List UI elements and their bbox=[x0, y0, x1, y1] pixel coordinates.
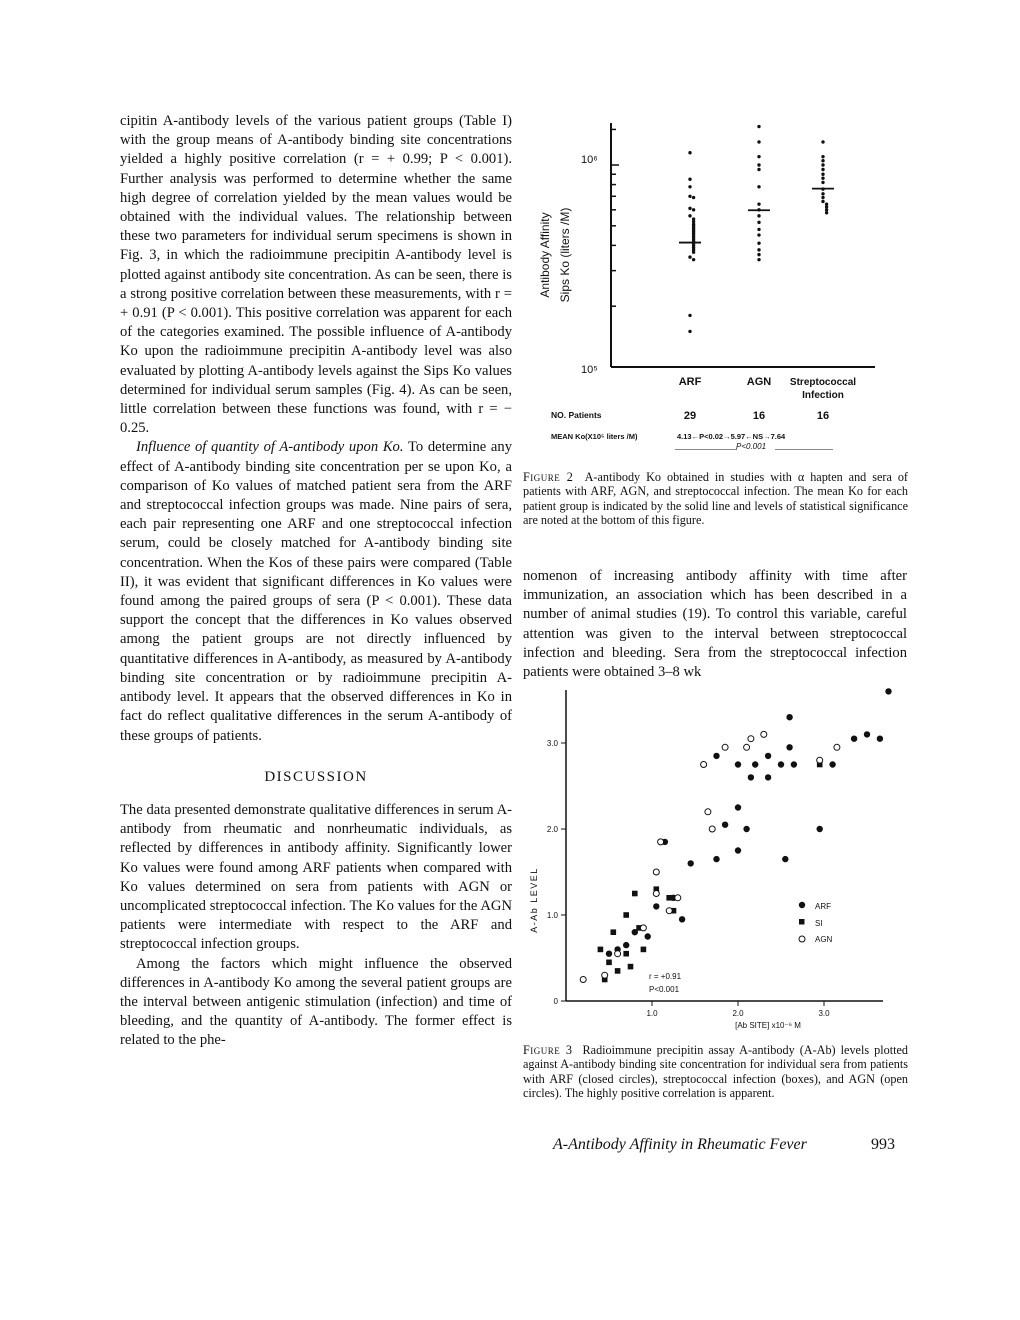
fig3-legend-agn-marker bbox=[799, 936, 805, 942]
fig3-point-agn bbox=[658, 839, 664, 845]
paragraph-2 bbox=[120, 438, 512, 745]
fig2-point-streptococcal-infection bbox=[821, 192, 824, 195]
fig3-point-arf bbox=[722, 822, 728, 828]
fig3-point-agn bbox=[675, 895, 681, 901]
fig3-point-agn bbox=[834, 744, 840, 750]
fig2-point-streptococcal-infection bbox=[821, 200, 824, 203]
fig3-point-agn bbox=[722, 744, 728, 750]
fig2-point-streptococcal-infection bbox=[825, 208, 828, 211]
fig2-data-points bbox=[679, 125, 834, 333]
figure-3-caption bbox=[523, 1043, 908, 1101]
fig3-point-arf bbox=[735, 761, 741, 767]
fig2-point-streptococcal-infection bbox=[821, 155, 824, 158]
fig2-point-agn bbox=[757, 214, 760, 217]
fig3-point-agn bbox=[748, 736, 754, 742]
fig3-point-arf bbox=[791, 761, 797, 767]
fig3-x-tick-label: 1.0 bbox=[646, 1009, 658, 1018]
fig3-point-arf bbox=[782, 856, 788, 862]
fig3-point-si bbox=[623, 951, 629, 957]
fig3-legend-agn: AGN bbox=[815, 935, 833, 944]
fig2-point-streptococcal-infection bbox=[825, 211, 828, 214]
fig2-point-agn bbox=[757, 185, 760, 188]
fig2-point-streptococcal-infection bbox=[821, 177, 824, 180]
fig3-point-si bbox=[628, 964, 634, 970]
fig2-point-streptococcal-infection bbox=[821, 173, 824, 176]
paragraph-3: The data presented demonstrate qualitative differences in serum A-antibody from rheumatic and nonrheumatic individuals, as reflected by differences in antibody affinity. Significantly lower Ko values were found among ARF patients when compared with Ko values determined on sera from patients with AGN or uncomplicated streptococcal infection. The Ko values for the AGN patients were intermediate with respect to the ARF and streptococcal infection groups. bbox=[120, 801, 512, 953]
fig3-point-agn bbox=[580, 977, 586, 983]
fig3-point-si bbox=[623, 912, 629, 918]
fig3-x-tick-label: 3.0 bbox=[818, 1009, 830, 1018]
fig2-point-agn bbox=[757, 248, 760, 251]
fig3-point-arf bbox=[829, 761, 835, 767]
fig3-p-value: P<0.001 bbox=[649, 985, 680, 994]
fig3-legend-si-marker bbox=[799, 919, 805, 925]
fig3-point-arf bbox=[748, 774, 754, 780]
fig3-point-agn bbox=[653, 891, 659, 897]
fig2-point-agn bbox=[757, 228, 760, 231]
fig2-point-streptococcal-infection bbox=[821, 181, 824, 184]
fig2-point-arf bbox=[688, 151, 691, 154]
fig3-point-agn bbox=[705, 809, 711, 815]
fig2-mean-label: MEAN Ko(X10⁵ liters /M) bbox=[551, 432, 638, 441]
fig2-point-streptococcal-infection bbox=[821, 168, 824, 171]
fig3-point-arf bbox=[864, 731, 870, 737]
fig3-point-agn bbox=[817, 757, 823, 763]
section-heading-discussion: DISCUSSION bbox=[264, 768, 368, 785]
fig2-patients-label: NO. Patients bbox=[551, 410, 602, 420]
fig3-ticks bbox=[547, 739, 830, 1018]
fig3-point-si bbox=[615, 968, 621, 974]
fig3-y-tick-label: 3.0 bbox=[546, 739, 558, 748]
fig3-point-arf bbox=[713, 856, 719, 862]
fig2-y-label-1: Antibody Affinity bbox=[538, 212, 552, 298]
fig3-point-arf bbox=[713, 753, 719, 759]
fig2-point-agn bbox=[757, 168, 760, 171]
fig3-point-agn bbox=[709, 826, 715, 832]
fig3-point-arf bbox=[743, 826, 749, 832]
fig3-point-arf bbox=[786, 744, 792, 750]
fig3-point-agn bbox=[666, 908, 672, 914]
fig3-point-arf bbox=[851, 736, 857, 742]
fig2-significance-label: P<0.001 bbox=[736, 442, 767, 451]
figure-3 bbox=[523, 680, 908, 1030]
paragraph-4: Among the factors which might influence the observed differences in A-antibody Ko among the several patient groups are the interval between antigenic stimulation (infection) and time of bleeding, and the quantity of A-antibody. The former effect is related to the phe- bbox=[120, 955, 512, 1049]
figure-3-caption-text: Radioimmune precipitin assay A-antibody (A-Ab) levels plotted against A-antibody binding site concentration for individual sera from patients with ARF (closed circles), streptococcal infection (boxes), and AGN (open circles). The highly positive correlation is apparent. bbox=[523, 1043, 908, 1101]
fig2-point-agn bbox=[757, 221, 760, 224]
fig2-point-streptococcal-infection bbox=[821, 159, 824, 162]
fig3-x-tick-label: 2.0 bbox=[732, 1009, 744, 1018]
fig3-point-arf bbox=[679, 916, 685, 922]
fig3-point-agn bbox=[615, 951, 621, 957]
fig3-legend-arf: ARF bbox=[815, 902, 831, 911]
fig2-point-agn bbox=[757, 155, 760, 158]
fig2-point-agn bbox=[757, 140, 760, 143]
fig3-point-arf bbox=[623, 942, 629, 948]
fig2-mean-values: 4.13←P<0.02→5.97←NS→7.64 bbox=[677, 432, 786, 441]
fig2-point-arf bbox=[688, 214, 691, 217]
fig2-point-arf bbox=[692, 251, 695, 254]
fig3-point-arf bbox=[765, 774, 771, 780]
fig2-point-agn bbox=[757, 125, 760, 128]
fig3-point-si bbox=[641, 947, 647, 953]
fig2-point-agn bbox=[757, 202, 760, 205]
fig3-point-agn bbox=[653, 869, 659, 875]
fig2-group-label-agn: AGN bbox=[746, 376, 772, 388]
fig2-point-streptococcal-infection bbox=[821, 140, 824, 143]
figure-2-chart bbox=[523, 105, 883, 450]
fig2-y-tick-label-top: 10⁶ bbox=[581, 154, 598, 166]
fig3-point-agn bbox=[602, 972, 608, 978]
fig3-point-arf bbox=[877, 736, 883, 742]
fig2-point-arf bbox=[688, 207, 691, 210]
paragraph-5: nomenon of increasing antibody affinity with time after immunization, an association which has been described in a number of animal studies (19). To control this variable, careful attention was given to the interval between streptococcal infection and bleeding. Sera from the streptococcal infection patients were obtained 3–8 wk bbox=[523, 568, 907, 681]
fig2-y-label-2: Sips Ko (liters /M) bbox=[558, 207, 572, 303]
fig2-point-arf bbox=[688, 185, 691, 188]
fig3-point-si bbox=[611, 929, 617, 935]
fig3-point-arf bbox=[688, 860, 694, 866]
fig3-point-arf bbox=[778, 761, 784, 767]
paragraph-2-title: Influence of quantity of A-antibody upon Ko. bbox=[136, 439, 404, 456]
fig2-point-arf bbox=[692, 258, 695, 261]
fig3-point-arf bbox=[786, 714, 792, 720]
paragraph-2-body: To determine any effect of A-antibody binding site concentration per se upon Ko, a comparison of Ko values of matched patient sera from the ARF and streptococcal infection groups was made. Nine pairs of sera, each pair representing one ARF and one streptococcal infection serum, could be closely matched for A-antibody binding site concentration. When the Kos of these pairs were compared (Table II), it was evident that significant differences in Ko values were found among the paired groups of sera (P < 0.001). These data support the concept that the differences in Ko values observed among the patient groups are not directly influenced by quantitative differences in A-antibody, as measured by A-antibody binding site concentration or by radioimmune precipitin A-antibody level. It appears that the observed differences in Ko in fact do reflect qualitative differences in the serum A-antibody of these groups of patients. bbox=[120, 439, 512, 744]
fig3-point-si bbox=[606, 960, 612, 966]
fig2-point-agn bbox=[757, 242, 760, 245]
fig3-y-tick-label: 1.0 bbox=[546, 911, 558, 920]
figure-2 bbox=[523, 105, 883, 450]
fig3-r-value: r = +0.91 bbox=[649, 972, 682, 981]
fig3-legend-arf-marker bbox=[799, 902, 805, 908]
fig3-x-label: [Ab SITE] x10⁻⁶ M bbox=[735, 1021, 801, 1030]
fig2-point-arf bbox=[688, 314, 691, 317]
fig2-point-arf bbox=[688, 195, 691, 198]
fig2-patients-agn: 16 bbox=[752, 410, 766, 422]
fig3-point-arf bbox=[885, 688, 891, 694]
fig2-group-label-strep-line2: Infection bbox=[802, 390, 844, 401]
right-column bbox=[523, 567, 907, 682]
fig2-y-ticks bbox=[611, 129, 619, 367]
fig2-point-arf bbox=[692, 196, 695, 199]
fig3-point-si bbox=[598, 947, 604, 953]
page-number: 993 bbox=[871, 1136, 895, 1153]
fig3-point-arf bbox=[817, 826, 823, 832]
fig3-point-arf bbox=[606, 951, 612, 957]
left-column bbox=[120, 112, 512, 1051]
fig2-group-label-strep: Streptococcal bbox=[789, 377, 857, 388]
fig2-point-streptococcal-infection bbox=[821, 196, 824, 199]
fig3-y-tick-label: 0 bbox=[553, 997, 558, 1006]
fig2-y-tick-label-bottom: 10⁵ bbox=[581, 364, 598, 376]
fig2-point-agn bbox=[757, 258, 760, 261]
fig3-point-si bbox=[632, 891, 638, 897]
paragraph-1: cipitin A-antibody levels of the various patient groups (Table I) with the group means of A-antibody binding site concentrations yielded a highly positive correlation (r = + 0.99; P < 0.001). Further analysis was performed to determine whether the same high degree of correlation yielded by the mean values would be obtained with the individual values. The relationship between these two parameters for individual serum specimens is shown in Fig. 3, in which the radioimmune precipitin A-antibody level is plotted against antibody site concentration. As can be seen, there is a strong positive correlation between these measurements, with r = + 0.91 (P < 0.001). This positive correlation was apparent for each of the categories examined. The possible influence of A-antibody Ko upon the radioimmune precipitin A-antibody level was also evaluated by plotting A-antibody levels against the Sips Ko values determined for individual serum samples (Fig. 4). As can be seen, little correlation between these functions was found, with r = − 0.25. bbox=[120, 113, 512, 437]
fig2-point-arf bbox=[692, 208, 695, 211]
fig2-patients-arf: 29 bbox=[683, 410, 697, 422]
fig2-point-agn bbox=[757, 233, 760, 236]
fig2-group-label-arf: ARF bbox=[678, 376, 702, 388]
running-title: A-Antibody Affinity in Rheumatic Fever bbox=[553, 1136, 807, 1153]
fig3-point-arf bbox=[752, 761, 758, 767]
fig2-point-arf bbox=[688, 330, 691, 333]
figure-3-chart bbox=[523, 680, 908, 1030]
fig2-point-arf bbox=[688, 178, 691, 181]
fig3-point-agn bbox=[761, 731, 767, 737]
fig2-patients-strep: 16 bbox=[816, 410, 830, 422]
figure-3-caption-label: Figure 3 bbox=[523, 1043, 573, 1057]
fig3-point-arf bbox=[653, 903, 659, 909]
figure-2-caption-text: A-antibody Ko obtained in studies with α hapten and sera of patients with ARF, AGN, and streptococcal infection. The mean Ko for each patient group is indicated by the solid line and levels of statistical significance are noted at the bottom of this figure. bbox=[523, 470, 908, 528]
fig3-legend-si: SI bbox=[815, 919, 823, 928]
fig3-point-agn bbox=[640, 925, 646, 931]
fig2-point-agn bbox=[757, 253, 760, 256]
fig3-point-arf bbox=[735, 804, 741, 810]
fig3-y-tick-label: 2.0 bbox=[546, 825, 558, 834]
fig2-point-arf bbox=[688, 255, 691, 258]
figure-2-caption bbox=[523, 470, 908, 528]
fig3-point-si bbox=[666, 895, 672, 901]
fig3-point-arf bbox=[735, 847, 741, 853]
fig2-point-agn bbox=[757, 163, 760, 166]
fig3-point-arf bbox=[765, 753, 771, 759]
fig3-point-arf bbox=[645, 933, 651, 939]
figure-2-caption-label: Figure 2 bbox=[523, 470, 574, 484]
fig3-point-agn bbox=[744, 744, 750, 750]
fig3-point-agn bbox=[701, 762, 707, 768]
fig3-data-points bbox=[580, 688, 892, 982]
fig2-point-streptococcal-infection bbox=[821, 163, 824, 166]
fig3-y-label: A-Ab LEVEL bbox=[529, 867, 539, 933]
